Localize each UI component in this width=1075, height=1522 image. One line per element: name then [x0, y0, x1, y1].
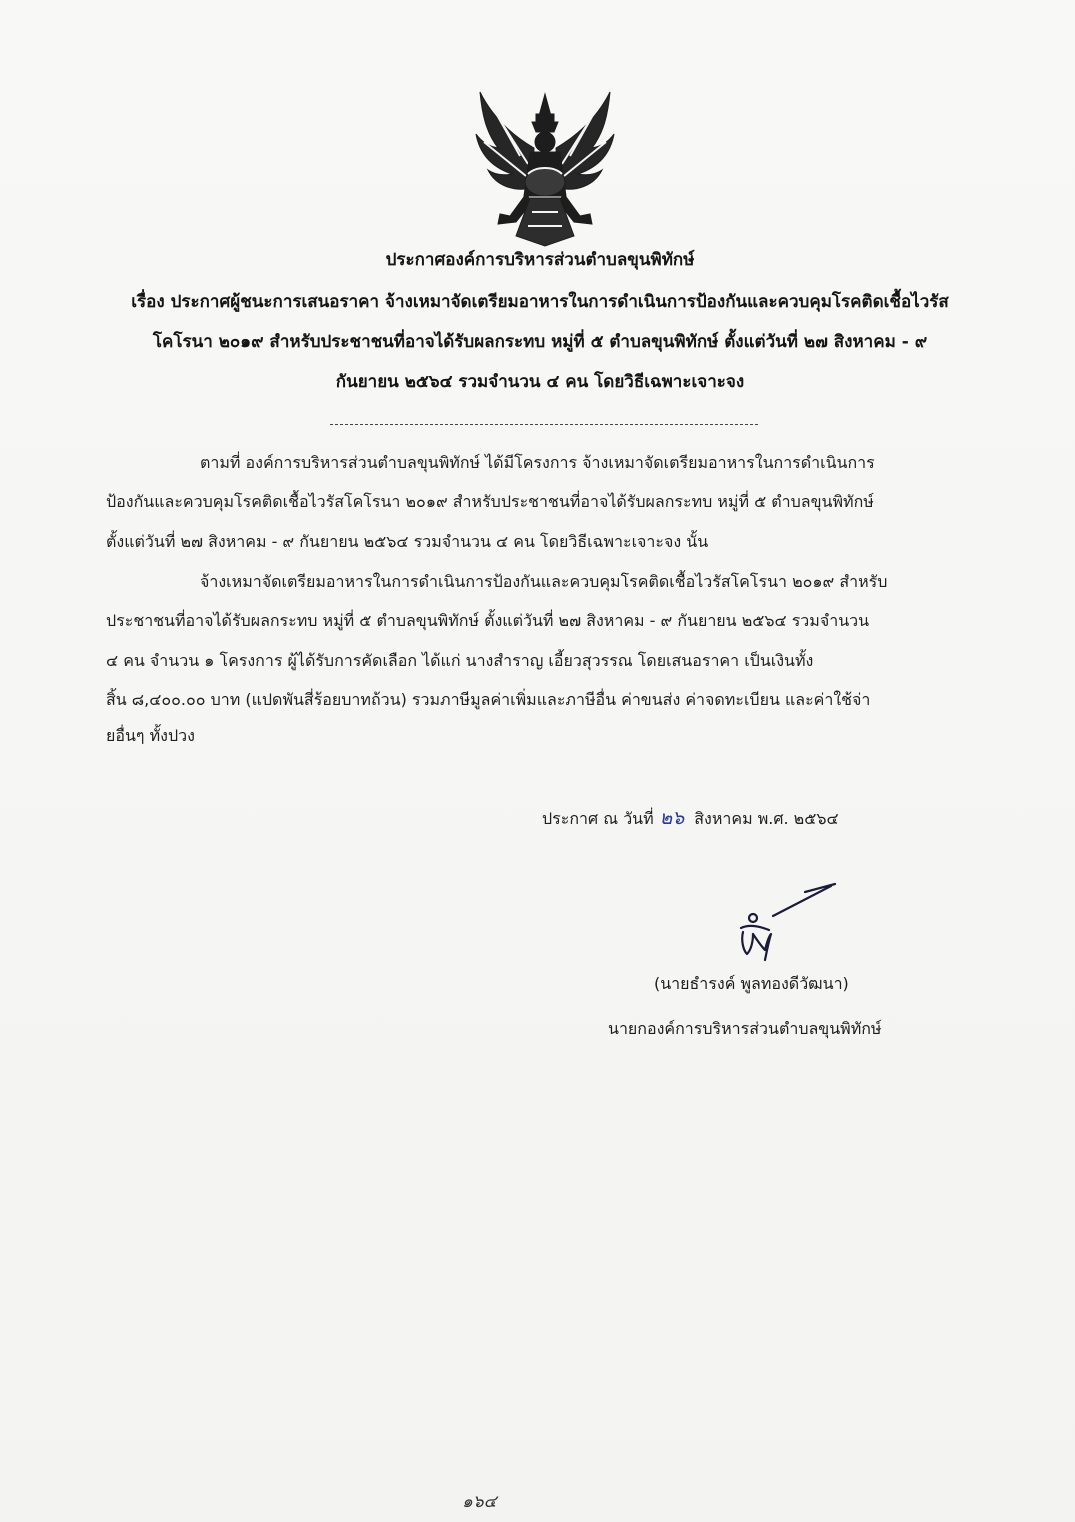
signer-title: นายกองค์การบริหารส่วนตำบลขุนพิทักษ์ [608, 1019, 882, 1038]
paragraph1-line-2: ป้องกันและควบคุมโรคติดเชื้อไวรัสโคโรนา ๒๐๑๙ สำหรับประชาชนที่อาจได้รับผลกระทบ หมู่ที่ ๕ ตำบลขุนพิทักษ์ [106, 492, 874, 511]
garuda-emblem-icon [470, 86, 620, 248]
paragraph1-line-3: ตั้งแต่วันที่ ๒๗ สิงหาคม - ๙ กันยายน ๒๕๖๔ รวมจำนวน ๔ คน โดยวิธีเฉพาะเจาะจง นั้น [106, 532, 709, 551]
handwritten-signature [735, 880, 845, 970]
page-number: ๑๖๔ [462, 1492, 497, 1512]
paragraph1-line-1: ตามที่ องค์การบริหารส่วนตำบลขุนพิทักษ์ ได้มีโครงการ จ้างเหมาจัดเตรียมอาหารในการดำเนินการ [200, 453, 875, 472]
subject-line-1: เรื่อง ประกาศผู้ชนะการเสนอราคา จ้างเหมาจัดเตรียมอาหารในการดำเนินการป้องกันและควบคุมโรคติดเชื้อไวรัส [131, 292, 949, 312]
date-prefix: ประกาศ ณ วันที่ [542, 809, 654, 828]
heading-divider [330, 424, 758, 425]
subject-line-3: กันยายน ๒๕๖๔ รวมจำนวน ๔ คน โดยวิธีเฉพาะเจาะจง [335, 372, 745, 392]
paragraph2-line-3: ๔ คน จำนวน ๑ โครงการ ผู้ได้รับการคัดเลือก ได้แก่ นางสำราญ เอี้ยวสุวรรณ โดยเสนอราคา เป็นเงินทั้ง [106, 651, 814, 670]
paragraph2-line-5: ยอื่นๆ ทั้งปวง [106, 726, 195, 745]
handwritten-day: ๒๖ [659, 807, 685, 829]
signer-name: (นายธำรงค์ พูลทองดีวัฒนา) [654, 974, 849, 993]
announcement-org-heading: ประกาศองค์การบริหารส่วนตำบลขุนพิทักษ์ [385, 250, 695, 270]
paragraph2-line-1: จ้างเหมาจัดเตรียมอาหารในการดำเนินการป้องกันและควบคุมโรคติดเชื้อไวรัสโคโรนา ๒๐๑๙ สำหรับ [200, 572, 888, 591]
paragraph2-line-4: สิ้น ๘,๔๐๐.๐๐ บาท (แปดพันสี่ร้อยบาทถ้วน) รวมภาษีมูลค่าเพิ่มและภาษีอื่น ค่าขนส่ง ค่าจดทะเบียน และค่าใช้จ่า [106, 690, 871, 709]
date-suffix: สิงหาคม พ.ศ. ๒๕๖๔ [694, 809, 839, 828]
paragraph2-line-2: ประชาชนที่อาจได้รับผลกระทบ หมู่ที่ ๕ ตำบลขุนพิทักษ์ ตั้งแต่วันที่ ๒๗ สิงหาคม - ๙ กันยายน ๒๕๖๔ รวมจำนวน [106, 611, 870, 630]
subject-line-2: โคโรนา ๒๐๑๙ สำหรับประชาชนที่อาจได้รับผลกระทบ หมู่ที่ ๕ ตำบลขุนพิทักษ์ ตั้งแต่วันที่ ๒๗ สิงหาคม - ๙ [152, 332, 928, 352]
announcement-date [542, 806, 839, 831]
